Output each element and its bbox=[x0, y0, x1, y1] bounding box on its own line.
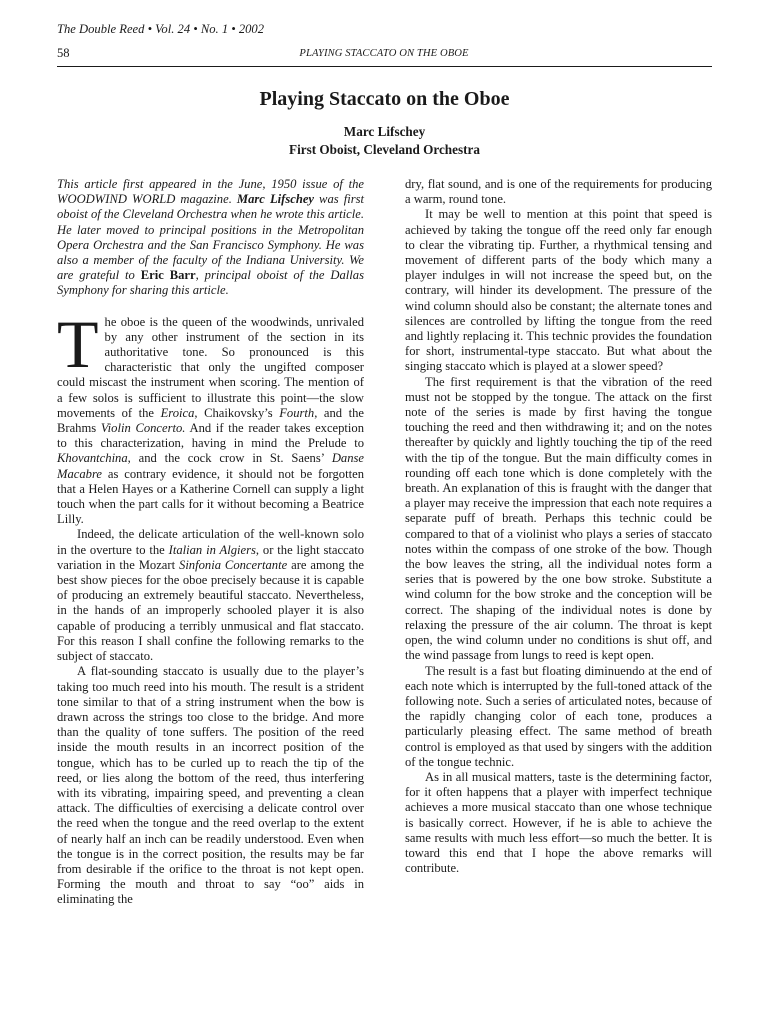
intro-note: This article first appeared in the June, 1950 issue of the WOODWIND WORLD magazine. Marc Lifschey was first oboist of the Cleveland Orchestra when he wrote this article. He later moved to principal positions in the Metropolitan Opera Orchestra and the San Francisco Symphony. He was also a member of the faculty of the Indiana University. We are grateful to Eric Barr, principal oboist of the Dallas Symphony for sharing this article. bbox=[57, 177, 365, 298]
body-paragraph-4: It may be well to mention at this point that speed is achieved by taking the tongue off the reed only far enough to clear the vibrating tip. Further, a rhythmical tensing and movement of different parts of the body which many a player indulges in will not increase the speed but, on the contrary, will hinder its development. The pressure of the wind column should also be constant; the alternate tones and silences are controlled by lifting the tongue from the reed and lightly replacing it. This technic provides the foundation for short, instrumental-type staccato. But what about the singing staccato which is played at a slower speed? bbox=[405, 207, 712, 374]
section-title: PLAYING STACCATO ON THE OBOE bbox=[299, 48, 469, 59]
page-number: 58 bbox=[57, 46, 70, 60]
intro-name-lifschey: Marc Lifschey bbox=[236, 192, 314, 207]
body-paragraph-2: Indeed, the delicate articulation of the well-known solo in the overture to the Italian in Algiers, or the light staccato variation in the Mozart Sinfonia Concertante are among the best show pieces for the oboe precisely because it is capable of producing an extremely beautiful staccato. Nevertheless, in the hands of an improperly schooled player it is also capable of producing a terribly unmusical and flat staccato. For this reason I shall confine the following remarks to the subject of staccato. bbox=[57, 527, 365, 664]
header-rule bbox=[57, 66, 712, 67]
intro-name-barr: Eric Barr bbox=[140, 268, 196, 283]
column-right bbox=[405, 177, 712, 876]
column-left bbox=[57, 177, 364, 908]
body-paragraph-7: As in all musical matters, taste is the determining factor, for it often happens that a player with imperfect technique achieves a more musical staccato than one whose technique is basically correct. However, if he is able to achieve the same results with much less effort—so much the better. It is toward this end that I hope the above remarks will contribute. bbox=[405, 769, 712, 876]
body-paragraph-5: The first requirement is that the vibration of the reed must not be stopped by the tongue. The attack on the first note of the series is made by first having the tongue touching the reed and then withdrawing it; and on the notes thereafter by quickly and lightly touching the tip of the reed with the tip of the tongue. But the main difficulty comes in rounding off each tone which is done completely with the breath. An explanation of this is fraught with the danger that a player may receive the impression that each note requires a separate puff of breath. Perhaps this technic could be compared to that of a violinist who plays a series of staccato notes within the compass of one stroke of the bow. Though the bow leaves the string, all the individual notes form a series that is powered by the one bow stroke. Substitute a wind column for the bow stroke and the conception will be correct. The shaping of the individual notes is done by relaxing the pressure of the air column. The throat is kept open, the wind column under no conditions is shut off, and the wind passage from lungs to reed is kept open. bbox=[405, 374, 713, 663]
author-block bbox=[57, 123, 712, 159]
body-paragraph-1: The oboe is the queen of the woodwinds, unrivaled by any other instrument of the section in its authoritative tone. So pronounced is this characteristic that only the ungifted composer could miscast the instrument when scoring. The mention of a few solos is sufficient to illustrate this point—the slow movements of the Eroica, Chaikovsky’s Fourth, and the Brahms Violin Concerto. And if the reader takes exception to this characterization, having in mind the Prelude to Khovantchina, and the cock crow in St. Saens’ Danse Macabre as contrary evidence, it should not be forgotten that a Helen Hayes or a Katherine Cornell can supply a light touch when the part calls for it without becoming a Beatrice Lilly. bbox=[57, 305, 365, 527]
running-head: The Double Reed • Vol. 24 • No. 1 • 2002 bbox=[57, 22, 265, 36]
article-title: Playing Staccato on the Oboe bbox=[259, 88, 510, 110]
author-affiliation: First Oboist, Cleveland Orchestra bbox=[289, 142, 480, 157]
author-name: Marc Lifschey bbox=[343, 124, 426, 139]
body-paragraph-3: A flat-sounding staccato is usually due to the player’s taking too much reed into his mouth. The result is a strident tone similar to that of a string instrument when the bow is drawn across the strings too close to the bridge. And more than the quality of tone suffers. The position of the reed inside the mouth results in an incorrect position of the tongue, which has to be curled up to reach the tip of the reed, or lies along the bottom of the reed, thus interfering with its vibrating, impairing speed, and preventing a clean attack. The difficulties of exercising a delicate control over the reed when the tongue and the reed overlap to the extent of nearly half an inch can be readily understood. Even when the tongue is in the correct position, the results may be far from desirable if the orifice to the throat is not kept open. Forming the mouth and throat to say “oo” aids in eliminating the bbox=[57, 664, 364, 907]
body-paragraph-6: The result is a fast but floating diminuendo at the end of each note which is interrupted by the full-toned attack of the following note. Such a series of articulated notes, because of the rapidly changing color of each tone, produces a particularly pleasing effect. The same method of breath control is employed as that used by singers with the addition of the tongue technic. bbox=[405, 663, 712, 769]
body-paragraph-3-continued: dry, flat sound, and is one of the requirements for producing a warm, round tone. bbox=[405, 177, 712, 207]
drop-cap: T bbox=[57, 305, 99, 382]
